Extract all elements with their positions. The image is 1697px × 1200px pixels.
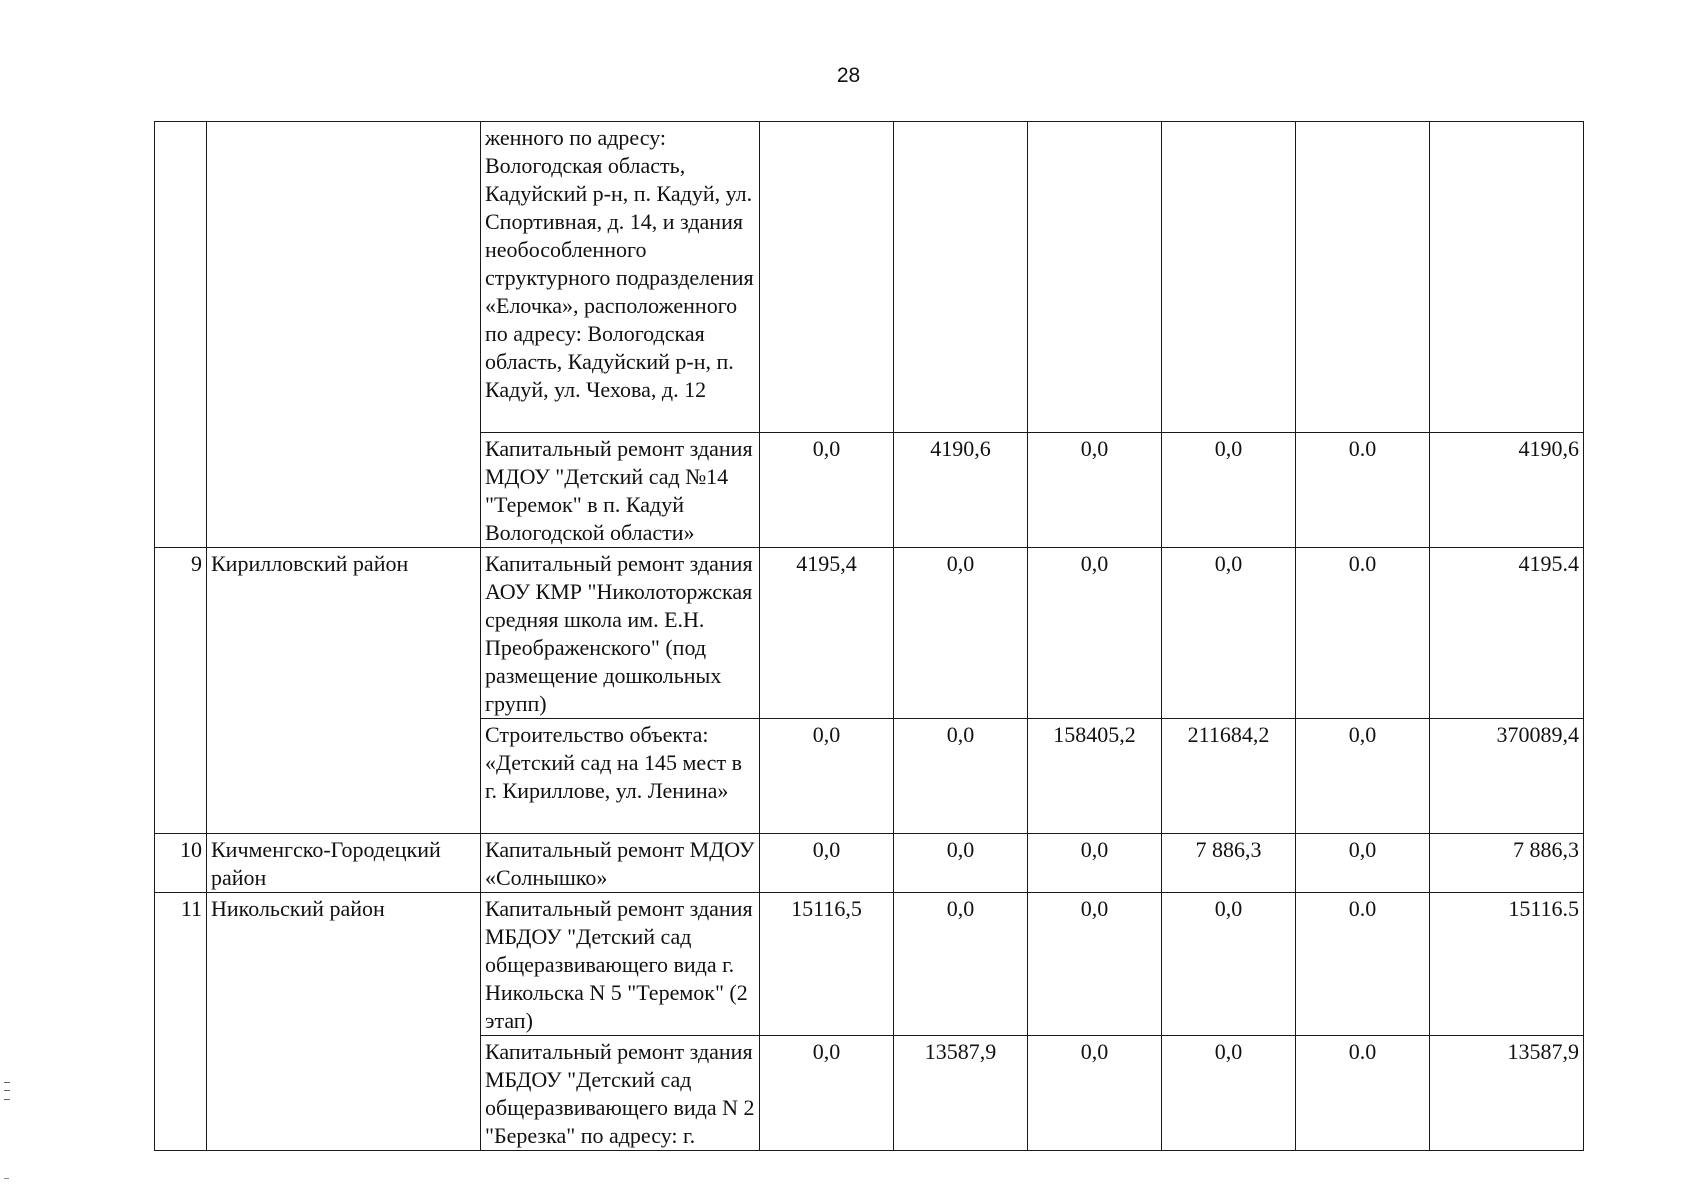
value-cell: 0,0 bbox=[1028, 893, 1162, 1036]
value-cell: 0,0 bbox=[1028, 548, 1162, 719]
object-description: женного по адресу: Вологодская область, Кадуйский р-н, п. Кадуй, ул. Спортивная, д. 14, и здания необособленного структурного подразделения «Елочка», расположенного по адресу: Вологодская область, Кадуйский р-н, п. Кадуй, ул. Чехова, д. 12 bbox=[481, 122, 760, 433]
table-row bbox=[155, 548, 1584, 719]
row-number-cell bbox=[155, 122, 207, 548]
value-cell: 0,0 bbox=[1028, 1036, 1162, 1151]
value-cell: 0.0 bbox=[1296, 548, 1430, 719]
row-number-cell: 10 bbox=[155, 834, 207, 893]
table-row bbox=[155, 893, 1584, 1036]
value-cell: 0,0 bbox=[760, 1036, 894, 1151]
value-cell bbox=[1162, 122, 1296, 433]
value-cell: 0,0 bbox=[1296, 834, 1430, 893]
value-cell: 0,0 bbox=[760, 834, 894, 893]
value-cell: 0,0 bbox=[894, 893, 1028, 1036]
value-cell bbox=[760, 122, 894, 433]
scan-margin-mark bbox=[4, 1082, 10, 1100]
scan-margin-dash bbox=[4, 1178, 9, 1179]
district-cell bbox=[207, 122, 481, 548]
district-cell: Кичменгско-Городецкий район bbox=[207, 834, 481, 893]
value-cell: 0,0 bbox=[894, 834, 1028, 893]
table-row bbox=[155, 122, 1584, 433]
value-cell: 0,0 bbox=[1162, 893, 1296, 1036]
total-cell: 7 886,3 bbox=[1430, 834, 1584, 893]
district-cell: Кирилловский район bbox=[207, 548, 481, 834]
value-cell: 13587,9 bbox=[894, 1036, 1028, 1151]
object-description: Капитальный ремонт МДОУ «Солнышко» bbox=[481, 834, 760, 893]
budget-table bbox=[154, 121, 1584, 1151]
value-cell: 0,0 bbox=[1296, 719, 1430, 834]
total-cell: 4190,6 bbox=[1430, 433, 1584, 548]
district-cell: Никольский район bbox=[207, 893, 481, 1151]
row-number-cell: 11 bbox=[155, 893, 207, 1151]
value-cell: 0,0 bbox=[894, 548, 1028, 719]
table-row bbox=[155, 834, 1584, 893]
value-cell: 211684,2 bbox=[1162, 719, 1296, 834]
value-cell: 0,0 bbox=[1162, 548, 1296, 719]
total-cell: 4195.4 bbox=[1430, 548, 1584, 719]
value-cell: 15116,5 bbox=[760, 893, 894, 1036]
value-cell: 4190,6 bbox=[894, 433, 1028, 548]
row-number-cell: 9 bbox=[155, 548, 207, 834]
value-cell bbox=[1028, 122, 1162, 433]
value-cell: 0,0 bbox=[760, 433, 894, 548]
object-description: Капитальный ремонт здания МБДОУ "Детский сад общеразвивающего вида N 2 "Березка" по адресу: г. bbox=[481, 1036, 760, 1151]
object-description: Строительство объекта: «Детский сад на 145 мест в г. Кириллове, ул. Ленина» bbox=[481, 719, 760, 834]
value-cell: 0.0 bbox=[1296, 433, 1430, 548]
total-cell: 15116.5 bbox=[1430, 893, 1584, 1036]
value-cell: 0,0 bbox=[1162, 433, 1296, 548]
total-cell: 13587,9 bbox=[1430, 1036, 1584, 1151]
value-cell: 7 886,3 bbox=[1162, 834, 1296, 893]
value-cell: 0,0 bbox=[1028, 433, 1162, 548]
value-cell: 0,0 bbox=[894, 719, 1028, 834]
object-description: Капитальный ремонт здания МДОУ "Детский сад №14 "Теремок" в п. Кадуй Вологодской области» bbox=[481, 433, 760, 548]
object-description: Капитальный ремонт здания АОУ КМР "Николоторжская средняя школа им. Е.Н. Преображенского" (под размещение дошкольных групп) bbox=[481, 548, 760, 719]
value-cell: 0.0 bbox=[1296, 1036, 1430, 1151]
page-number: 28 bbox=[836, 64, 861, 87]
total-cell bbox=[1430, 122, 1584, 433]
value-cell bbox=[1296, 122, 1430, 433]
total-cell: 370089,4 bbox=[1430, 719, 1584, 834]
value-cell: 0,0 bbox=[1028, 834, 1162, 893]
value-cell: 4195,4 bbox=[760, 548, 894, 719]
value-cell bbox=[894, 122, 1028, 433]
object-description: Капитальный ремонт здания МБДОУ "Детский сад общеразвивающего вида г. Никольска N 5 "Теремок" (2 этап) bbox=[481, 893, 760, 1036]
value-cell: 0,0 bbox=[1162, 1036, 1296, 1151]
value-cell: 158405,2 bbox=[1028, 719, 1162, 834]
value-cell: 0,0 bbox=[760, 719, 894, 834]
value-cell: 0.0 bbox=[1296, 893, 1430, 1036]
